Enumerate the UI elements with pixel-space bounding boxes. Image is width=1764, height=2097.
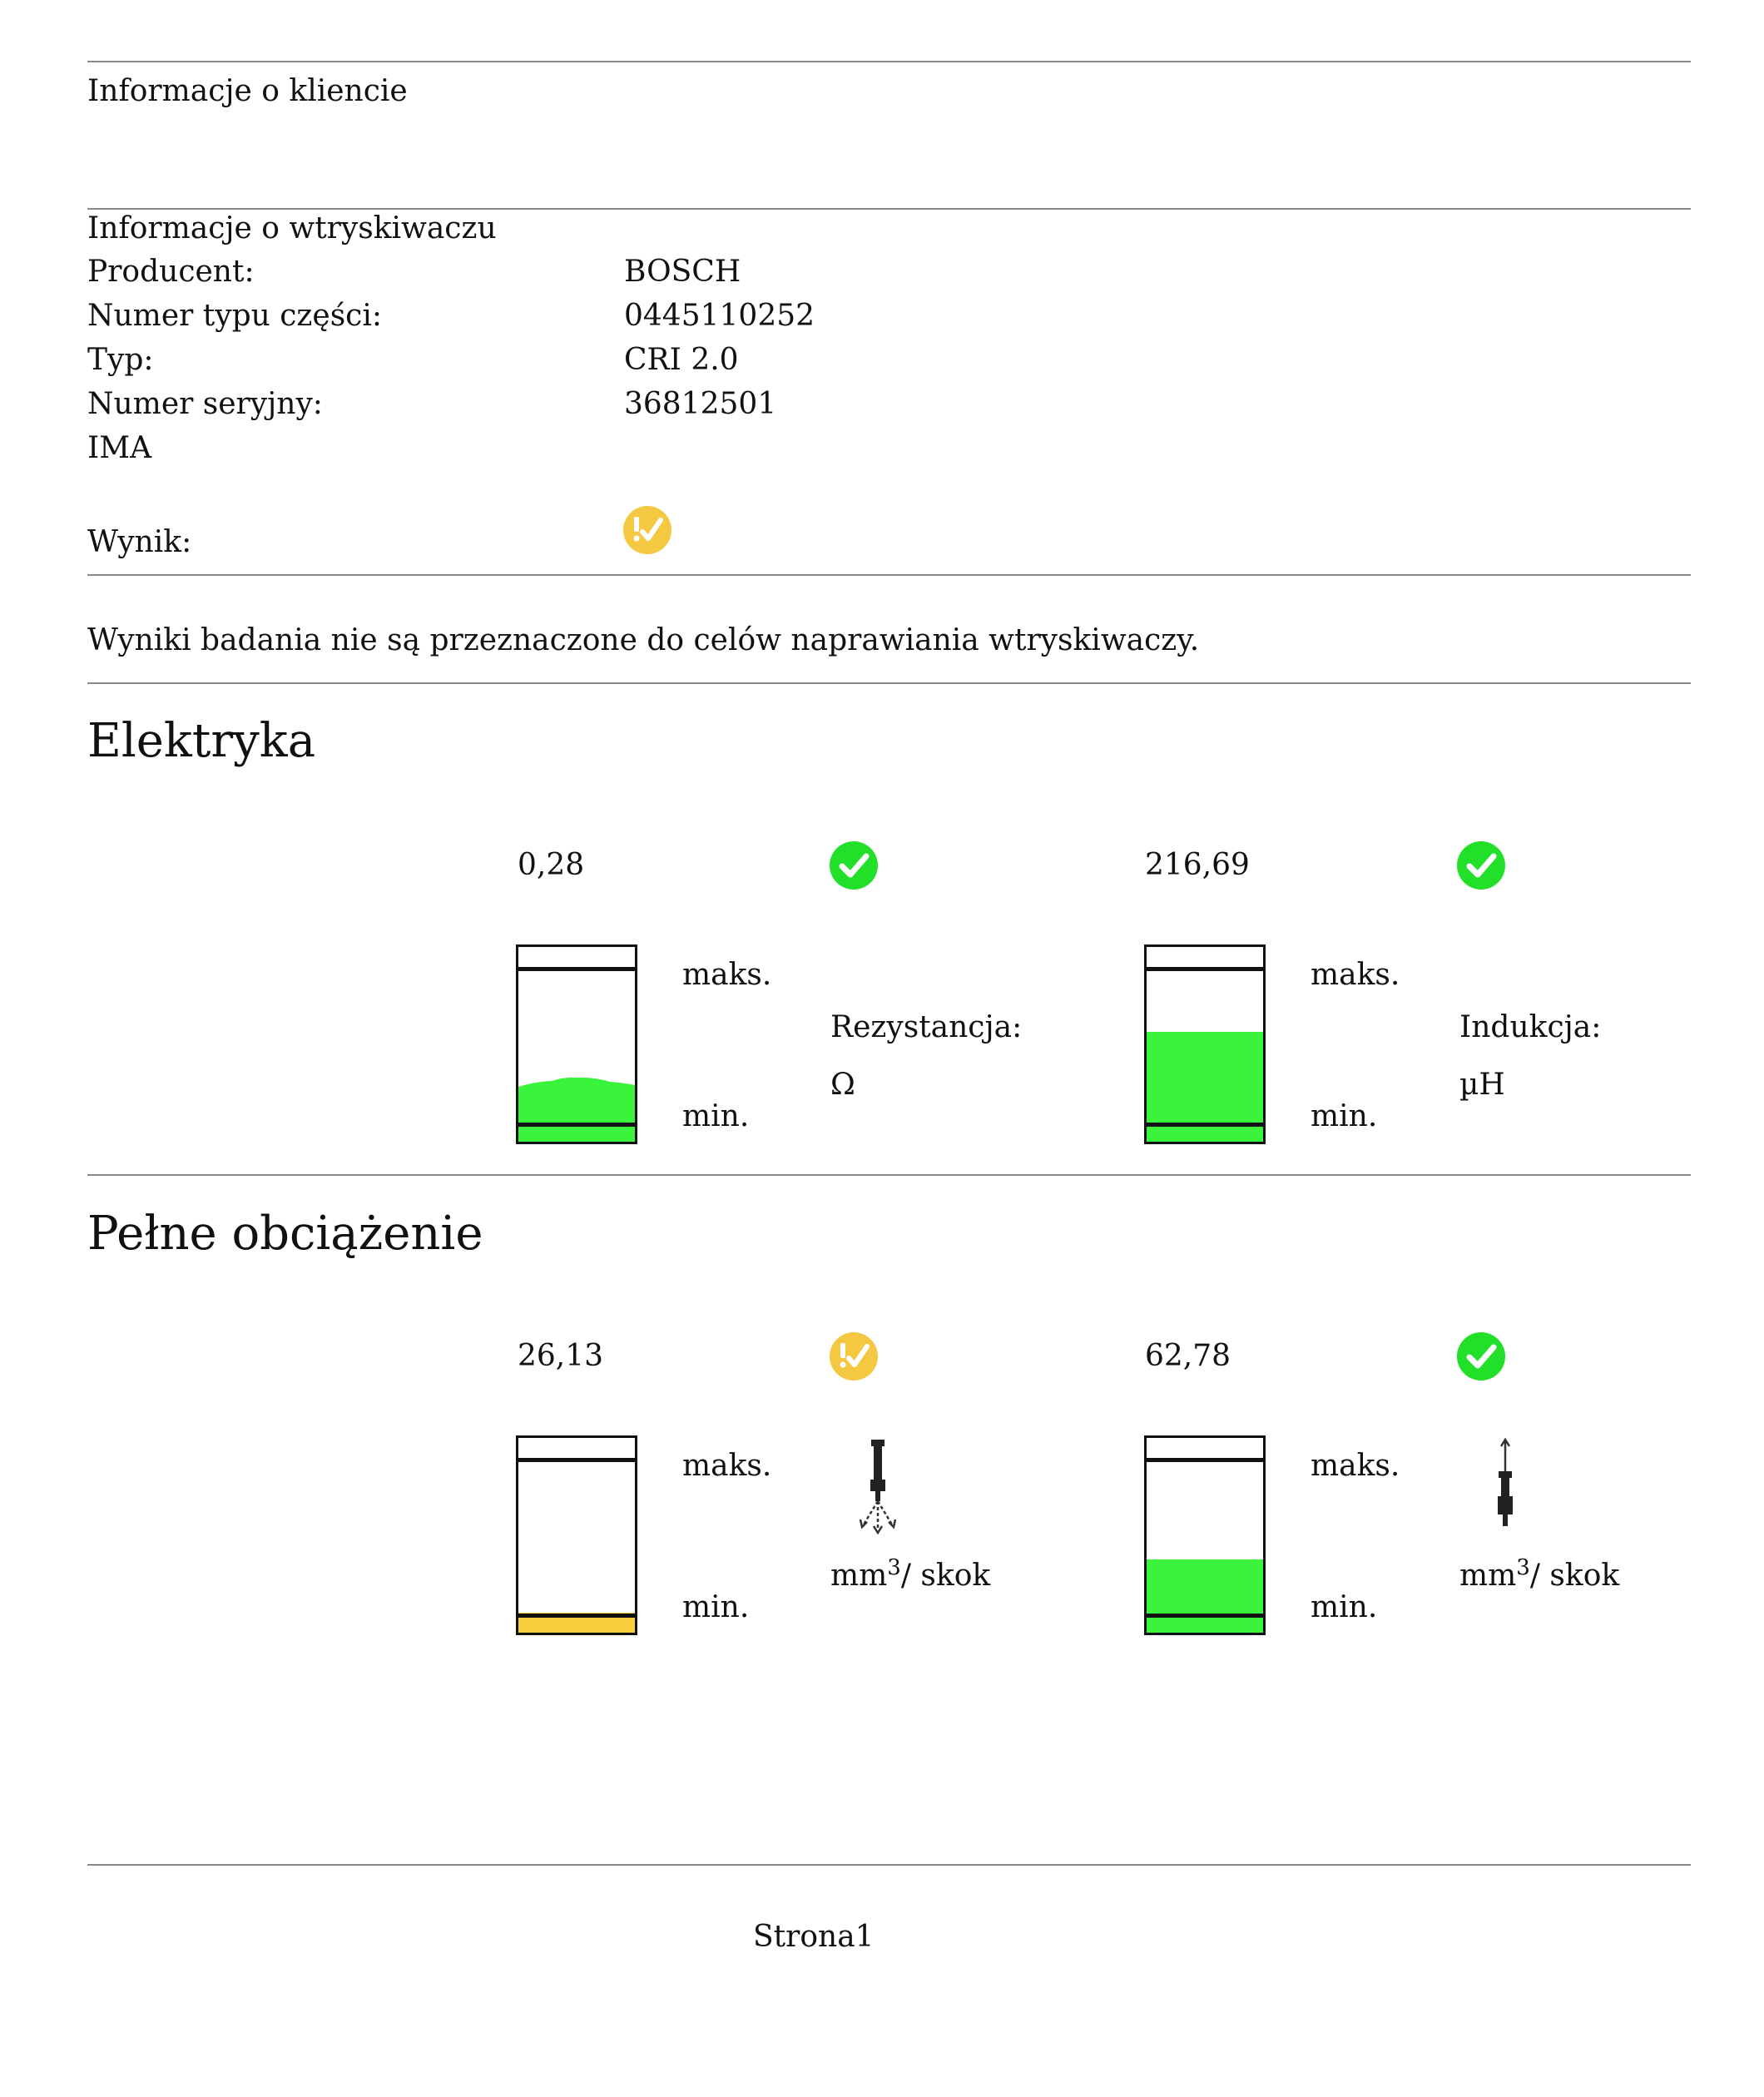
gauge-min-line [518,1614,635,1618]
inductance-gauge [1144,944,1266,1144]
gauge-min-line [518,1123,635,1127]
gauge-min-label: min. [1311,1099,1378,1133]
spray-nozzle-icon [857,1438,899,1534]
gauge-min-line [1147,1123,1263,1127]
resistance-label: Rezystancja: [830,1010,1023,1044]
injection-quantity-value: 26,13 [518,1339,604,1373]
value-manufacturer: BOSCH [624,255,741,289]
gauge-min-line [1147,1614,1263,1618]
customer-info-heading: Informacje o kliencie [87,74,408,108]
disclaimer-text: Wyniki badania nie są przeznaczone do celów naprawiania wtryskiwaczy. [87,623,1200,657]
label-manufacturer: Producent: [87,255,255,289]
resistance-gauge [516,944,637,1144]
resistance-value: 0,28 [518,848,585,882]
label-ima: IMA [87,431,152,465]
label-serial-number: Numer seryjny: [87,387,323,421]
divider [87,1174,1691,1176]
section-title-electrics: Elektryka [87,714,316,768]
injector-info-heading: Informacje o wtryskiwaczu [87,211,497,245]
divider [87,208,1691,210]
gauge-max-line [518,967,635,971]
gauge-max-line [1147,967,1263,971]
gauge-max-line [1147,1458,1263,1462]
ok-check-icon [1456,840,1506,890]
return-flow-gauge [1144,1435,1266,1635]
warning-check-icon [622,505,672,555]
divider [87,574,1691,576]
inductance-value: 216,69 [1145,848,1250,882]
gauge-max-line [518,1458,635,1462]
label-type: Typ: [87,343,154,377]
gauge-max-label: maks. [682,1449,772,1483]
value-part-number: 0445110252 [624,299,815,333]
resistance-gauge-fill [518,1075,635,1142]
page-number: Strona1 [753,1920,875,1954]
gauge-min-label: min. [682,1099,750,1133]
return-flow-icon [1484,1438,1526,1534]
value-serial-number: 36812501 [624,387,777,421]
resistance-unit: Ω [830,1068,855,1102]
divider [87,61,1691,62]
ok-check-icon [1456,1331,1506,1381]
section-title-full-load: Pełne obciążenie [87,1207,483,1261]
gauge-max-label: maks. [1311,958,1400,992]
injection-quantity-unit: $mm^3/$ skok [830,1555,991,1593]
return-flow-unit: $mm^3/$ skok [1459,1555,1620,1593]
gauge-min-label: min. [682,1590,750,1624]
gauge-min-label: min. [1311,1590,1378,1624]
return-flow-value: 62,78 [1145,1339,1231,1373]
value-type: CRI 2.0 [624,343,739,377]
gauge-max-label: maks. [682,958,772,992]
label-part-number: Numer typu części: [87,299,382,333]
return-flow-gauge-fill [1147,1559,1263,1633]
gauge-max-label: maks. [1311,1449,1400,1483]
inductance-unit: µH [1459,1068,1505,1102]
warning-check-icon [829,1331,879,1381]
ok-check-icon [829,840,879,890]
label-result: Wynik: [87,525,192,559]
inductance-label: Indukcja: [1459,1010,1602,1044]
divider [87,682,1691,684]
divider [87,1864,1691,1866]
injection-quantity-gauge [516,1435,637,1635]
